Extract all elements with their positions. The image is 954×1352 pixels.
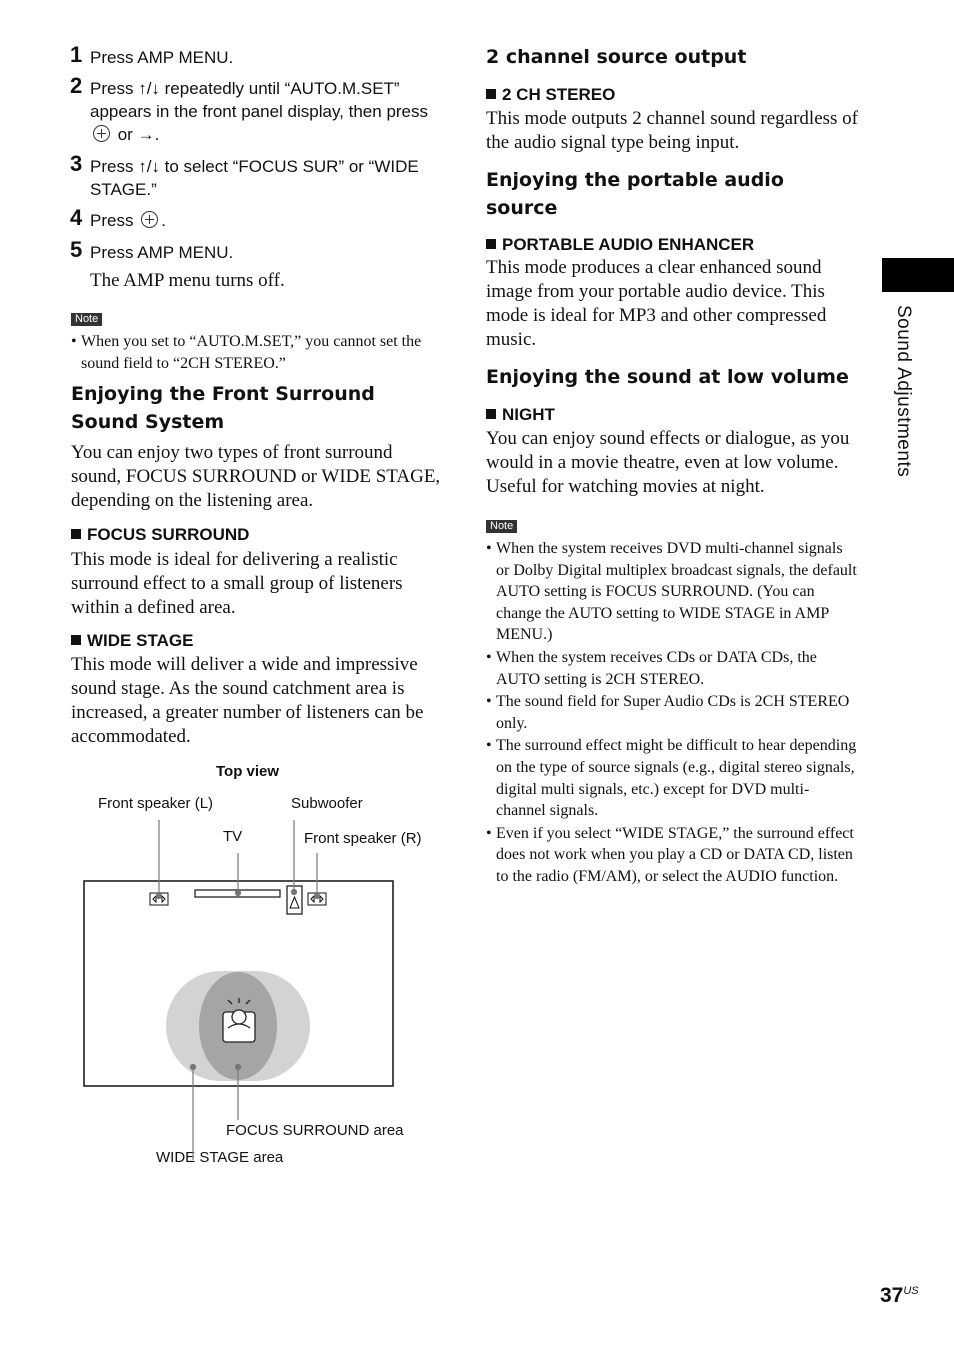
focus-surround-body: This mode is ideal for delivering a realistic surround effect to a small group of listeners within a defined area. [71, 549, 403, 618]
step-text: Press AMP MENU. [90, 243, 234, 262]
right-arrow-icon: → [137, 125, 155, 144]
diagram-title: Top view [216, 763, 280, 780]
night-body: You can enjoy sound effects or dialogue, as you would in a movie theatre, even at low volume. Useful for watching movies at night. [486, 428, 850, 497]
label-focus-surround-area: FOCUS SURROUND area [226, 1122, 404, 1139]
section-tab-marker [882, 258, 954, 292]
step-number: 4 [70, 205, 83, 230]
step-result: The AMP menu turns off. [90, 270, 285, 291]
up-down-arrow-icon: ↑/↓ [138, 79, 160, 98]
note-item: • When you set to “AUTO.M.SET,” you cannot set the sound field to “2CH STEREO.” [71, 331, 443, 374]
label-subwoofer: Subwoofer [291, 795, 363, 812]
label-wide-stage-area: WIDE STAGE area [156, 1149, 284, 1166]
up-down-arrow-icon: ↑/↓ [138, 157, 160, 176]
section-heading-low-volume: Enjoying the sound at low volume [486, 366, 849, 388]
note-item: • The surround effect might be difficult to hear depending on the type of source signals (e.g., digital stereo signals, digital multi signals, etc.) except for DVD multi-channel signals. [486, 735, 858, 821]
step-number: 2 [70, 73, 83, 98]
step-number: 5 [70, 237, 83, 262]
note-badge: Note [486, 520, 517, 533]
note-item: • When the system receives CDs or DATA CDs, the AUTO setting is 2CH STEREO. [486, 647, 858, 690]
square-bullet-icon [486, 409, 496, 419]
label-front-speaker-right: Front speaker (R) [304, 830, 422, 847]
square-bullet-icon [486, 89, 496, 99]
portable-body: This mode produces a clear enhanced sound image from your portable audio device. This mode is ideal for MP3 and other compressed music. [486, 257, 827, 350]
subheading-2ch-stereo: 2 CH STEREO [486, 84, 615, 106]
step-text: Press ↑/↓ repeatedly until “AUTO.M.SET” appears in the front panel display, then press or →. [90, 79, 429, 144]
step-text: Press . [90, 211, 166, 230]
subheading-night: NIGHT [486, 404, 555, 426]
note-item: • When the system receives DVD multi-channel signals or Dolby Digital multiplex broadcast signals, the default AUTO setting is FOCUS SURROUND. (You can change the AUTO setting to WIDE STAGE in AMP MENU.) [486, 538, 858, 646]
note-item: • Even if you select “WIDE STAGE,” the surround effect does not work when you play a CD or DATA CD, listen to the radio (FM/AM), or select the AUDIO function. [486, 823, 858, 888]
note-list [486, 538, 858, 888]
subheading-portable-audio-enhancer: PORTABLE AUDIO ENHANCER [486, 234, 754, 256]
note-badge: Note [71, 313, 102, 326]
page-suffix: US [903, 1285, 919, 1297]
label-front-speaker-left: Front speaker (L) [98, 795, 214, 812]
step-number: 3 [70, 151, 83, 176]
section-heading-front-surround: Enjoying the Front Surround Sound System [71, 383, 375, 433]
subheading-wide-stage: WIDE STAGE [71, 630, 193, 652]
wide-stage-body: This mode will deliver a wide and impressive sound stage. As the sound catchment area is increased, a greater number of listeners can be accommodated. [71, 654, 424, 747]
section-tab-label: Sound Adjustments [893, 305, 914, 478]
step-text: Press AMP MENU. [90, 48, 234, 67]
step-text: Press ↑/↓ to select “FOCUS SUR” or “WIDE STAGE.” [90, 157, 419, 199]
note-item: • The sound field for Super Audio CDs is 2CH STEREO only. [486, 691, 858, 734]
note-box-2 [486, 516, 858, 889]
front-surround-intro: You can enjoy two types of front surround sound, FOCUS SURROUND or WIDE STAGE, depending on the listening area. [71, 442, 441, 511]
step-number: 1 [70, 42, 83, 67]
page-number: $37^{US}$ [880, 1284, 919, 1307]
label-tv: TV [223, 828, 243, 845]
2ch-stereo-body: This mode outputs 2 channel sound regardless of the audio signal type being input. [486, 108, 859, 153]
square-bullet-icon [486, 239, 496, 249]
section-heading-2-channel: 2 channel source output [486, 46, 747, 68]
section-heading-portable: Enjoying the portable audio source [486, 169, 784, 219]
subheading-focus-surround: FOCUS SURROUND [71, 524, 249, 546]
